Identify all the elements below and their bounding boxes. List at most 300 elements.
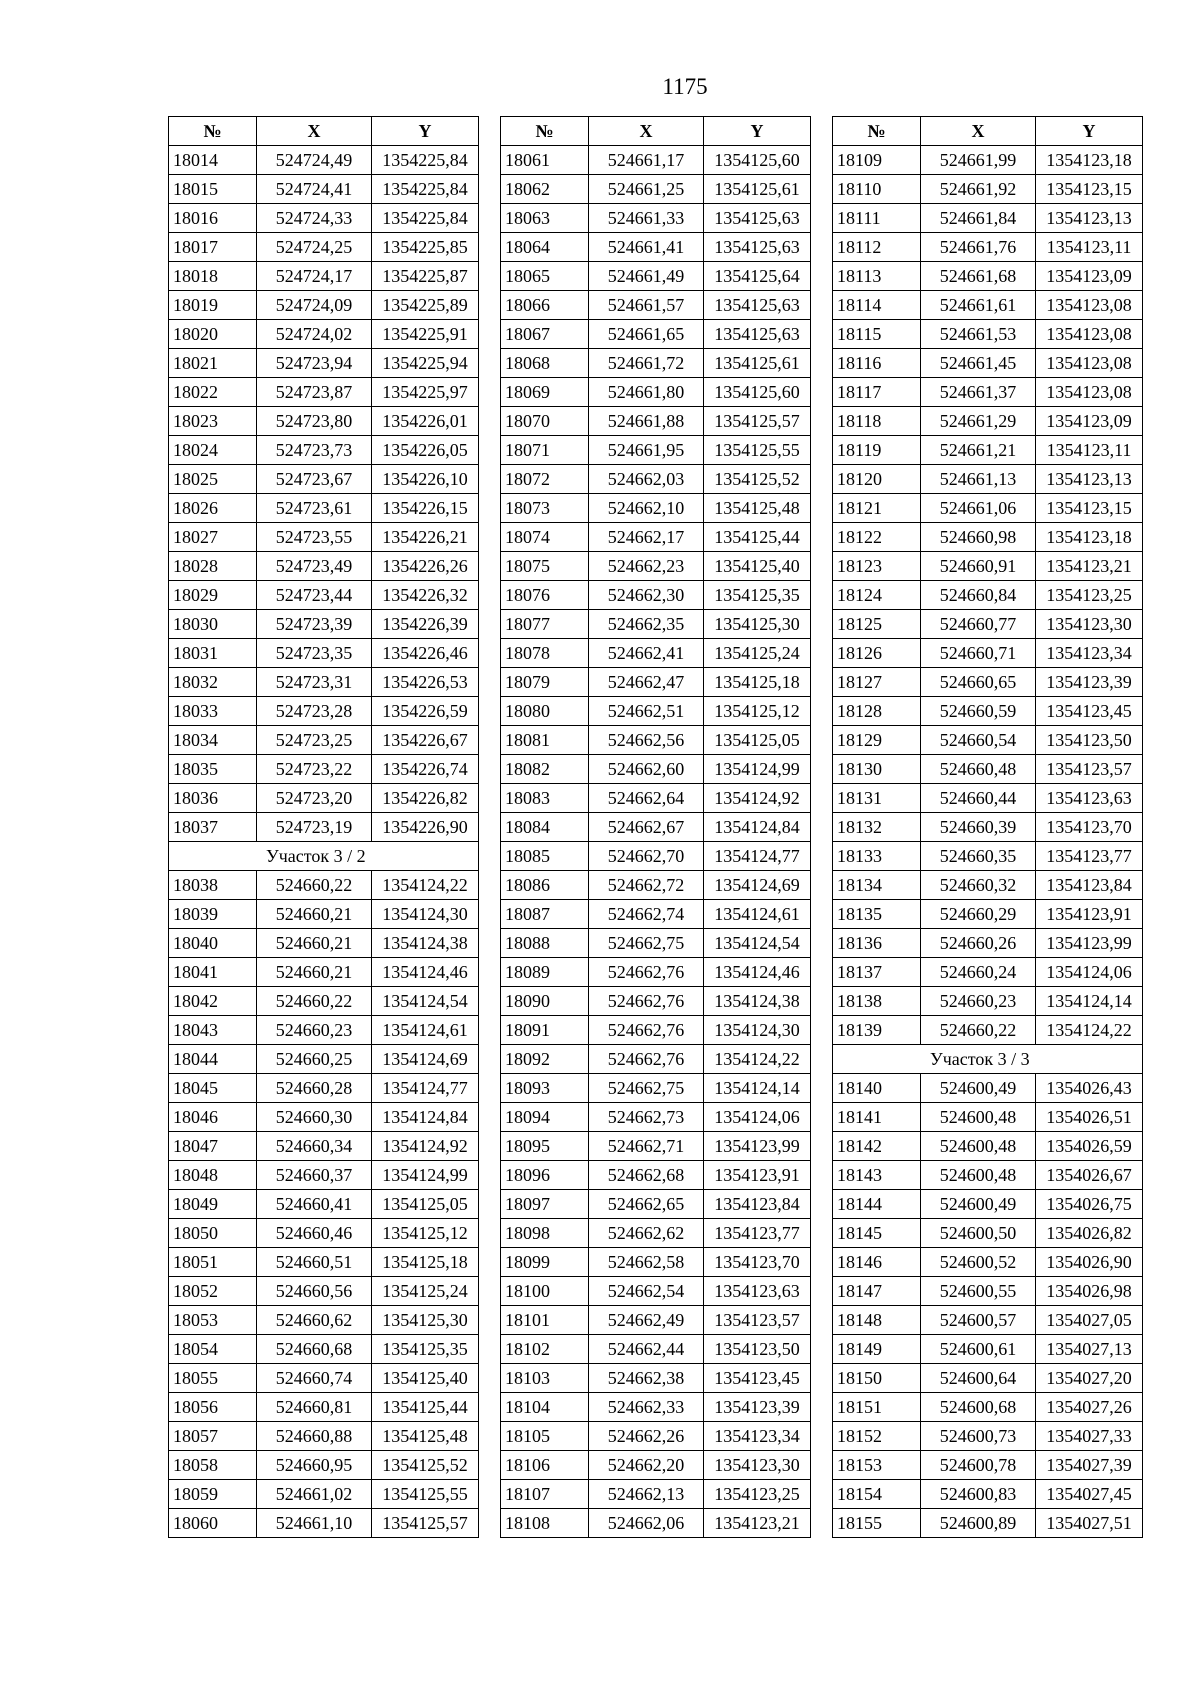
- point-number-cell: 18048: [169, 1161, 257, 1190]
- table-row: [833, 639, 1143, 668]
- point-number-cell: 18077: [501, 610, 589, 639]
- x-coordinate-cell: 524661,45: [921, 349, 1036, 378]
- x-coordinate-cell: 524660,41: [257, 1190, 372, 1219]
- table-row: [169, 726, 479, 755]
- table-row: [833, 842, 1143, 871]
- x-coordinate-cell: 524660,21: [257, 900, 372, 929]
- point-number-cell: 18120: [833, 465, 921, 494]
- y-coordinate-cell: 1354125,61: [704, 175, 811, 204]
- x-coordinate-cell: 524660,28: [257, 1074, 372, 1103]
- y-coordinate-cell: 1354225,87: [372, 262, 479, 291]
- point-number-cell: 18122: [833, 523, 921, 552]
- y-coordinate-cell: 1354226,39: [372, 610, 479, 639]
- table-row: [501, 871, 811, 900]
- x-coordinate-cell: 524660,68: [257, 1335, 372, 1364]
- table-row: [169, 1277, 479, 1306]
- table-row: [833, 1074, 1143, 1103]
- table-row: [501, 1016, 811, 1045]
- table-row: [169, 1509, 479, 1538]
- y-coordinate-cell: 1354123,91: [704, 1161, 811, 1190]
- x-coordinate-cell: 524660,23: [921, 987, 1036, 1016]
- table-row: [501, 320, 811, 349]
- table-row: [501, 378, 811, 407]
- table-row: [169, 378, 479, 407]
- table-row: [833, 552, 1143, 581]
- header-number: №: [169, 117, 257, 146]
- point-number-cell: 18020: [169, 320, 257, 349]
- table-row: [501, 842, 811, 871]
- y-coordinate-cell: 1354026,67: [1036, 1161, 1143, 1190]
- x-coordinate-cell: 524662,56: [589, 726, 704, 755]
- y-coordinate-cell: 1354123,11: [1036, 436, 1143, 465]
- point-number-cell: 18041: [169, 958, 257, 987]
- point-number-cell: 18095: [501, 1132, 589, 1161]
- x-coordinate-cell: 524660,30: [257, 1103, 372, 1132]
- table-row: [501, 929, 811, 958]
- point-number-cell: 18080: [501, 697, 589, 726]
- x-coordinate-cell: 524723,49: [257, 552, 372, 581]
- table-row: [169, 1103, 479, 1132]
- x-coordinate-cell: 524662,17: [589, 523, 704, 552]
- y-coordinate-cell: 1354124,22: [1036, 1016, 1143, 1045]
- table-row: [501, 1132, 811, 1161]
- point-number-cell: 18074: [501, 523, 589, 552]
- y-coordinate-cell: 1354026,43: [1036, 1074, 1143, 1103]
- y-coordinate-cell: 1354125,24: [372, 1277, 479, 1306]
- table-row: [169, 552, 479, 581]
- x-coordinate-cell: 524662,54: [589, 1277, 704, 1306]
- x-coordinate-cell: 524723,35: [257, 639, 372, 668]
- table-row: [169, 1364, 479, 1393]
- x-coordinate-cell: 524660,26: [921, 929, 1036, 958]
- x-coordinate-cell: 524662,76: [589, 1045, 704, 1074]
- table-row: [169, 987, 479, 1016]
- point-number-cell: 18141: [833, 1103, 921, 1132]
- y-coordinate-cell: 1354125,30: [704, 610, 811, 639]
- x-coordinate-cell: 524724,49: [257, 146, 372, 175]
- point-number-cell: 18079: [501, 668, 589, 697]
- x-coordinate-cell: 524662,23: [589, 552, 704, 581]
- table-row: [833, 1306, 1143, 1335]
- point-number-cell: 18106: [501, 1451, 589, 1480]
- point-number-cell: 18101: [501, 1306, 589, 1335]
- table-row: [501, 668, 811, 697]
- table-row: [501, 610, 811, 639]
- point-number-cell: 18066: [501, 291, 589, 320]
- x-coordinate-cell: 524660,21: [257, 958, 372, 987]
- x-coordinate-cell: 524662,58: [589, 1248, 704, 1277]
- y-coordinate-cell: 1354123,09: [1036, 407, 1143, 436]
- x-coordinate-cell: 524661,76: [921, 233, 1036, 262]
- table-row: [833, 813, 1143, 842]
- header-x: X: [589, 117, 704, 146]
- table-row: [501, 436, 811, 465]
- table-row: [501, 1045, 811, 1074]
- y-coordinate-cell: 1354125,35: [372, 1335, 479, 1364]
- y-coordinate-cell: 1354123,18: [1036, 523, 1143, 552]
- table-row: [169, 1132, 479, 1161]
- table-row: [833, 668, 1143, 697]
- point-number-cell: 18104: [501, 1393, 589, 1422]
- point-number-cell: 18119: [833, 436, 921, 465]
- point-number-cell: 18146: [833, 1248, 921, 1277]
- y-coordinate-cell: 1354125,44: [704, 523, 811, 552]
- table-row: [169, 813, 479, 842]
- x-coordinate-cell: 524660,29: [921, 900, 1036, 929]
- table-row: [833, 1335, 1143, 1364]
- table-row: [833, 320, 1143, 349]
- y-coordinate-cell: 1354124,22: [372, 871, 479, 900]
- header-x: X: [921, 117, 1036, 146]
- table-row: [833, 1480, 1143, 1509]
- x-coordinate-cell: 524662,13: [589, 1480, 704, 1509]
- x-coordinate-cell: 524662,41: [589, 639, 704, 668]
- x-coordinate-cell: 524662,26: [589, 1422, 704, 1451]
- point-number-cell: 18085: [501, 842, 589, 871]
- x-coordinate-cell: 524662,35: [589, 610, 704, 639]
- x-coordinate-cell: 524661,37: [921, 378, 1036, 407]
- y-coordinate-cell: 1354123,15: [1036, 494, 1143, 523]
- x-coordinate-cell: 524661,17: [589, 146, 704, 175]
- x-coordinate-cell: 524661,06: [921, 494, 1036, 523]
- x-coordinate-cell: 524660,71: [921, 639, 1036, 668]
- table-row: [833, 1277, 1143, 1306]
- table-row: [169, 784, 479, 813]
- y-coordinate-cell: 1354123,18: [1036, 146, 1143, 175]
- x-coordinate-cell: 524600,49: [921, 1190, 1036, 1219]
- x-coordinate-cell: 524660,95: [257, 1451, 372, 1480]
- table-row: [501, 1509, 811, 1538]
- y-coordinate-cell: 1354226,01: [372, 407, 479, 436]
- y-coordinate-cell: 1354123,39: [1036, 668, 1143, 697]
- y-coordinate-cell: 1354226,53: [372, 668, 479, 697]
- table-row: [169, 871, 479, 900]
- y-coordinate-cell: 1354123,45: [1036, 697, 1143, 726]
- point-number-cell: 18069: [501, 378, 589, 407]
- point-number-cell: 18116: [833, 349, 921, 378]
- x-coordinate-cell: 524662,73: [589, 1103, 704, 1132]
- y-coordinate-cell: 1354125,30: [372, 1306, 479, 1335]
- x-coordinate-cell: 524724,02: [257, 320, 372, 349]
- point-number-cell: 18068: [501, 349, 589, 378]
- x-coordinate-cell: 524662,51: [589, 697, 704, 726]
- table-row: [501, 726, 811, 755]
- x-coordinate-cell: 524660,39: [921, 813, 1036, 842]
- x-coordinate-cell: 524660,51: [257, 1248, 372, 1277]
- x-coordinate-cell: 524662,30: [589, 581, 704, 610]
- x-coordinate-cell: 524660,46: [257, 1219, 372, 1248]
- y-coordinate-cell: 1354123,21: [704, 1509, 811, 1538]
- point-number-cell: 18088: [501, 929, 589, 958]
- point-number-cell: 18113: [833, 262, 921, 291]
- table-row: [169, 581, 479, 610]
- point-number-cell: 18132: [833, 813, 921, 842]
- y-coordinate-cell: 1354027,05: [1036, 1306, 1143, 1335]
- y-coordinate-cell: 1354123,30: [1036, 610, 1143, 639]
- point-number-cell: 18075: [501, 552, 589, 581]
- table-row: [833, 1103, 1143, 1132]
- point-number-cell: 18112: [833, 233, 921, 262]
- point-number-cell: 18110: [833, 175, 921, 204]
- table-row: [833, 958, 1143, 987]
- y-coordinate-cell: 1354226,21: [372, 523, 479, 552]
- x-coordinate-cell: 524723,67: [257, 465, 372, 494]
- point-number-cell: 18037: [169, 813, 257, 842]
- header-y: Y: [372, 117, 479, 146]
- table-row: [169, 204, 479, 233]
- point-number-cell: 18057: [169, 1422, 257, 1451]
- y-coordinate-cell: 1354124,30: [704, 1016, 811, 1045]
- x-coordinate-cell: 524661,10: [257, 1509, 372, 1538]
- y-coordinate-cell: 1354124,06: [704, 1103, 811, 1132]
- point-number-cell: 18055: [169, 1364, 257, 1393]
- point-number-cell: 18117: [833, 378, 921, 407]
- point-number-cell: 18139: [833, 1016, 921, 1045]
- x-coordinate-cell: 524600,83: [921, 1480, 1036, 1509]
- point-number-cell: 18142: [833, 1132, 921, 1161]
- x-coordinate-cell: 524660,56: [257, 1277, 372, 1306]
- x-coordinate-cell: 524661,61: [921, 291, 1036, 320]
- point-number-cell: 18029: [169, 581, 257, 610]
- table-row: [169, 697, 479, 726]
- point-number-cell: 18032: [169, 668, 257, 697]
- x-coordinate-cell: 524661,99: [921, 146, 1036, 175]
- point-number-cell: 18153: [833, 1451, 921, 1480]
- x-coordinate-cell: 524723,28: [257, 697, 372, 726]
- point-number-cell: 18137: [833, 958, 921, 987]
- x-coordinate-cell: 524723,55: [257, 523, 372, 552]
- y-coordinate-cell: 1354026,51: [1036, 1103, 1143, 1132]
- x-coordinate-cell: 524660,59: [921, 697, 1036, 726]
- table-row: [169, 958, 479, 987]
- x-coordinate-cell: 524660,62: [257, 1306, 372, 1335]
- y-coordinate-cell: 1354123,84: [1036, 871, 1143, 900]
- table-row: [169, 233, 479, 262]
- table-row: [169, 929, 479, 958]
- y-coordinate-cell: 1354225,89: [372, 291, 479, 320]
- y-coordinate-cell: 1354125,63: [704, 320, 811, 349]
- y-coordinate-cell: 1354124,84: [704, 813, 811, 842]
- table-row: [833, 1422, 1143, 1451]
- point-number-cell: 18083: [501, 784, 589, 813]
- point-number-cell: 18136: [833, 929, 921, 958]
- point-number-cell: 18123: [833, 552, 921, 581]
- x-coordinate-cell: 524600,73: [921, 1422, 1036, 1451]
- y-coordinate-cell: 1354123,08: [1036, 378, 1143, 407]
- table-header-row: [169, 117, 479, 146]
- point-number-cell: 18155: [833, 1509, 921, 1538]
- y-coordinate-cell: 1354123,77: [704, 1219, 811, 1248]
- table-row: [501, 1103, 811, 1132]
- table-row: [833, 465, 1143, 494]
- coordinates-table-2: [500, 116, 811, 1538]
- y-coordinate-cell: 1354125,63: [704, 204, 811, 233]
- y-coordinate-cell: 1354123,25: [1036, 581, 1143, 610]
- y-coordinate-cell: 1354125,18: [372, 1248, 479, 1277]
- x-coordinate-cell: 524660,77: [921, 610, 1036, 639]
- y-coordinate-cell: 1354124,14: [1036, 987, 1143, 1016]
- y-coordinate-cell: 1354027,26: [1036, 1393, 1143, 1422]
- point-number-cell: 18051: [169, 1248, 257, 1277]
- header-number: №: [833, 117, 921, 146]
- table-row: [169, 291, 479, 320]
- y-coordinate-cell: 1354225,85: [372, 233, 479, 262]
- point-number-cell: 18121: [833, 494, 921, 523]
- y-coordinate-cell: 1354225,97: [372, 378, 479, 407]
- point-number-cell: 18031: [169, 639, 257, 668]
- table-row: [833, 726, 1143, 755]
- point-number-cell: 18138: [833, 987, 921, 1016]
- x-coordinate-cell: 524660,21: [257, 929, 372, 958]
- y-coordinate-cell: 1354124,77: [704, 842, 811, 871]
- x-coordinate-cell: 524660,48: [921, 755, 1036, 784]
- y-coordinate-cell: 1354026,90: [1036, 1248, 1143, 1277]
- point-number-cell: 18102: [501, 1335, 589, 1364]
- y-coordinate-cell: 1354026,59: [1036, 1132, 1143, 1161]
- x-coordinate-cell: 524600,52: [921, 1248, 1036, 1277]
- point-number-cell: 18090: [501, 987, 589, 1016]
- table-row: [833, 1016, 1143, 1045]
- y-coordinate-cell: 1354123,57: [1036, 755, 1143, 784]
- y-coordinate-cell: 1354125,48: [704, 494, 811, 523]
- point-number-cell: 18043: [169, 1016, 257, 1045]
- y-coordinate-cell: 1354026,75: [1036, 1190, 1143, 1219]
- y-coordinate-cell: 1354125,12: [372, 1219, 479, 1248]
- point-number-cell: 18151: [833, 1393, 921, 1422]
- x-coordinate-cell: 524661,49: [589, 262, 704, 291]
- x-coordinate-cell: 524662,75: [589, 929, 704, 958]
- table-row: [833, 1219, 1143, 1248]
- point-number-cell: 18140: [833, 1074, 921, 1103]
- point-number-cell: 18130: [833, 755, 921, 784]
- x-coordinate-cell: 524600,49: [921, 1074, 1036, 1103]
- point-number-cell: 18103: [501, 1364, 589, 1393]
- table-row: [501, 146, 811, 175]
- x-coordinate-cell: 524661,92: [921, 175, 1036, 204]
- point-number-cell: 18125: [833, 610, 921, 639]
- y-coordinate-cell: 1354124,30: [372, 900, 479, 929]
- table-row: [501, 1480, 811, 1509]
- x-coordinate-cell: 524600,64: [921, 1364, 1036, 1393]
- y-coordinate-cell: 1354123,09: [1036, 262, 1143, 291]
- point-number-cell: 18053: [169, 1306, 257, 1335]
- y-coordinate-cell: 1354124,38: [704, 987, 811, 1016]
- y-coordinate-cell: 1354225,84: [372, 175, 479, 204]
- x-coordinate-cell: 524662,71: [589, 1132, 704, 1161]
- table-row: [169, 436, 479, 465]
- x-coordinate-cell: 524662,33: [589, 1393, 704, 1422]
- table-row: [833, 755, 1143, 784]
- table-row: [501, 175, 811, 204]
- point-number-cell: 18038: [169, 871, 257, 900]
- x-coordinate-cell: 524662,62: [589, 1219, 704, 1248]
- table-row: [501, 1422, 811, 1451]
- x-coordinate-cell: 524600,55: [921, 1277, 1036, 1306]
- table-row: [833, 581, 1143, 610]
- point-number-cell: 18152: [833, 1422, 921, 1451]
- table-row: [833, 436, 1143, 465]
- point-number-cell: 18070: [501, 407, 589, 436]
- point-number-cell: 18050: [169, 1219, 257, 1248]
- x-coordinate-cell: 524660,81: [257, 1393, 372, 1422]
- y-coordinate-cell: 1354125,60: [704, 378, 811, 407]
- y-coordinate-cell: 1354125,55: [372, 1480, 479, 1509]
- table-row: [169, 1480, 479, 1509]
- table-row: [501, 958, 811, 987]
- x-coordinate-cell: 524660,34: [257, 1132, 372, 1161]
- x-coordinate-cell: 524660,54: [921, 726, 1036, 755]
- x-coordinate-cell: 524662,68: [589, 1161, 704, 1190]
- point-number-cell: 18081: [501, 726, 589, 755]
- y-coordinate-cell: 1354226,26: [372, 552, 479, 581]
- x-coordinate-cell: 524661,53: [921, 320, 1036, 349]
- y-coordinate-cell: 1354225,84: [372, 146, 479, 175]
- y-coordinate-cell: 1354226,10: [372, 465, 479, 494]
- x-coordinate-cell: 524662,03: [589, 465, 704, 494]
- x-coordinate-cell: 524660,88: [257, 1422, 372, 1451]
- y-coordinate-cell: 1354123,15: [1036, 175, 1143, 204]
- point-number-cell: 18087: [501, 900, 589, 929]
- table-row: [169, 610, 479, 639]
- table-row: [169, 407, 479, 436]
- point-number-cell: 18124: [833, 581, 921, 610]
- point-number-cell: 18128: [833, 697, 921, 726]
- y-coordinate-cell: 1354026,82: [1036, 1219, 1143, 1248]
- point-number-cell: 18078: [501, 639, 589, 668]
- point-number-cell: 18063: [501, 204, 589, 233]
- y-coordinate-cell: 1354123,45: [704, 1364, 811, 1393]
- x-coordinate-cell: 524661,88: [589, 407, 704, 436]
- point-number-cell: 18150: [833, 1364, 921, 1393]
- table-row: [169, 1248, 479, 1277]
- table-row: [833, 262, 1143, 291]
- table-row: [833, 378, 1143, 407]
- x-coordinate-cell: 524660,22: [257, 871, 372, 900]
- y-coordinate-cell: 1354225,94: [372, 349, 479, 378]
- table-row: [169, 320, 479, 349]
- point-number-cell: 18099: [501, 1248, 589, 1277]
- x-coordinate-cell: 524723,20: [257, 784, 372, 813]
- point-number-cell: 18109: [833, 146, 921, 175]
- y-coordinate-cell: 1354123,21: [1036, 552, 1143, 581]
- y-coordinate-cell: 1354125,35: [704, 581, 811, 610]
- y-coordinate-cell: 1354226,74: [372, 755, 479, 784]
- table-row: [501, 755, 811, 784]
- x-coordinate-cell: 524662,44: [589, 1335, 704, 1364]
- table-row: [169, 1219, 479, 1248]
- point-number-cell: 18134: [833, 871, 921, 900]
- x-coordinate-cell: 524662,60: [589, 755, 704, 784]
- coordinates-table-1: [168, 116, 479, 1538]
- point-number-cell: 18039: [169, 900, 257, 929]
- y-coordinate-cell: 1354123,91: [1036, 900, 1143, 929]
- point-number-cell: 18100: [501, 1277, 589, 1306]
- point-number-cell: 18093: [501, 1074, 589, 1103]
- y-coordinate-cell: 1354123,77: [1036, 842, 1143, 871]
- point-number-cell: 18018: [169, 262, 257, 291]
- point-number-cell: 18094: [501, 1103, 589, 1132]
- y-coordinate-cell: 1354124,77: [372, 1074, 479, 1103]
- table-row: [169, 146, 479, 175]
- table-row: [833, 610, 1143, 639]
- table-row: [501, 552, 811, 581]
- table-header-row: [833, 117, 1143, 146]
- y-coordinate-cell: 1354125,18: [704, 668, 811, 697]
- table-row: [169, 1045, 479, 1074]
- y-coordinate-cell: 1354123,13: [1036, 465, 1143, 494]
- x-coordinate-cell: 524660,23: [257, 1016, 372, 1045]
- table-row: [169, 494, 479, 523]
